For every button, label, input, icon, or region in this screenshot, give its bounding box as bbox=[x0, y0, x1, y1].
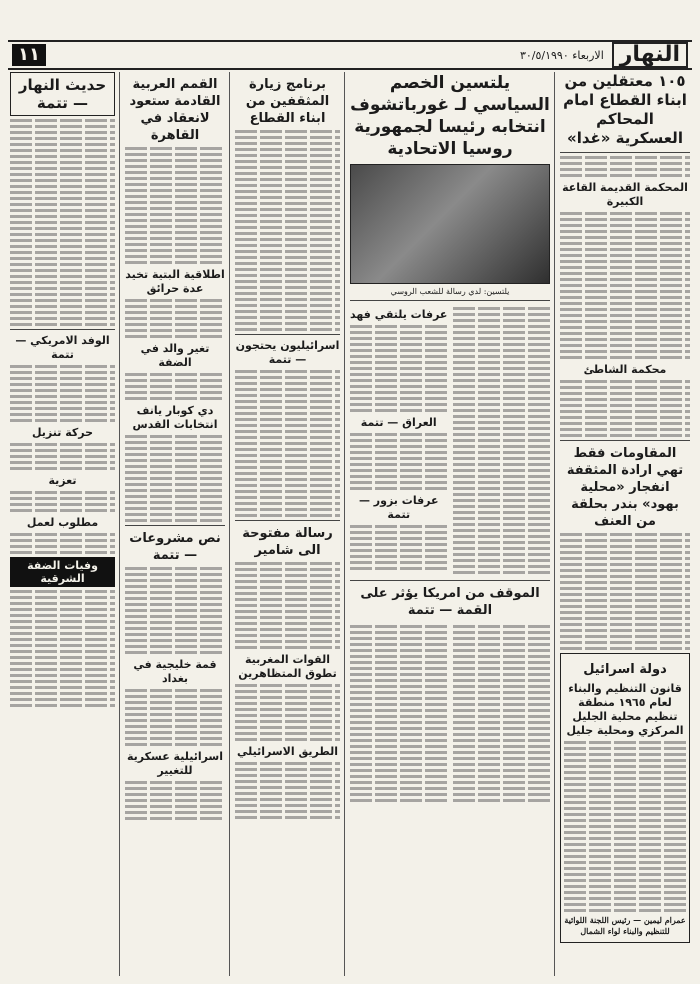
notice-title: دولة اسرائيل bbox=[583, 662, 667, 677]
talk-title: حديث النهار — تتمة bbox=[18, 76, 107, 112]
subhead-movement: حركة تنزيل bbox=[31, 426, 94, 439]
headline-detainees: ١٠٥ معتقلين من ابناء القطاع امام المحاكم العسكرية «غدا» bbox=[563, 72, 687, 147]
headline-summit: الموقف من امريكا يؤثر على القمة — تتمة bbox=[360, 586, 540, 618]
subhead-condolence: تعزية bbox=[48, 474, 77, 487]
page-number: ١١ bbox=[12, 44, 46, 66]
subhead-arafat-fahd: عرفات يلتقي فهد bbox=[350, 308, 448, 321]
column-3 bbox=[235, 72, 340, 976]
notice-signature: عمرام ليمين — رئيس اللجنة اللوائية للتنظيم والبناء لواء الشمال bbox=[564, 915, 686, 936]
subhead-israeli-road: الطريق الاسرائيلي bbox=[237, 745, 338, 758]
headline-arab-summits: القمم العربية القادمة ستعود لانعقاد في القاهرة bbox=[129, 77, 221, 143]
subhead-old-court: المحكمة القديمة القاعة الكبيرة bbox=[562, 181, 688, 208]
death-notices-banner: وفيات الضفة الشرقية bbox=[10, 557, 115, 587]
subhead-jerusalem-elections: دي كوبار يانف انتخابات القدس bbox=[132, 404, 218, 431]
yeltsin-photo bbox=[350, 164, 550, 284]
column-4 bbox=[125, 72, 225, 976]
subhead-us-delegation: الوفد الامريكي — تتمة bbox=[15, 334, 110, 361]
headline-yeltsin: يلتسين الخصم السياسي لـ غورباتشوف انتخابه رئيسا لجمهورية روسيا الاتحادية bbox=[350, 73, 550, 159]
subhead-military: اسرائيلية عسكرية للتغيير bbox=[126, 750, 224, 777]
photo-caption: يلتسين: لدي رسالة للشعب الروسي bbox=[390, 287, 510, 296]
subhead-arafat-visit: عرفات بزور — تتمة bbox=[358, 494, 439, 521]
legal-notice-box bbox=[560, 653, 690, 943]
column-2 bbox=[350, 72, 550, 976]
subhead-israelis-protest: اسرائيليون يحتجون — تتمة bbox=[235, 339, 340, 366]
headline-projects: نص مشروعات — تتمة bbox=[129, 531, 221, 563]
issue-date: الاربعاء ٣٠/٥/١٩٩٠ bbox=[519, 48, 604, 62]
subhead-iraq: العراق — تتمة bbox=[360, 416, 437, 429]
column-5 bbox=[10, 72, 115, 976]
headline-resistance: المقاومات فقط تهي ارادة المثقفة انفجار «محلية بهود» بندر بحلقة من العنف bbox=[566, 446, 684, 529]
headline-open-letter: رسالة مفتوحة الى شامير bbox=[242, 526, 333, 558]
subhead-fires: اطلاقية البتية تخيد عدة حرائق bbox=[125, 268, 225, 295]
subhead-gulf-summit: قمة خليجية في بغداد bbox=[133, 658, 217, 685]
masthead-bar bbox=[8, 40, 692, 70]
subhead-shati-court: محكمة الشاطئ bbox=[583, 363, 667, 376]
subhead-west-bank: تغير والد في الضفة bbox=[140, 342, 210, 369]
notice-subtitle: قانون التنظيم والبناء لعام ١٩٦٥ منطقة تنظيم محلية الجليل المركزي ومحلية جليل bbox=[566, 682, 684, 737]
brand-logo: النهار bbox=[612, 42, 688, 68]
subhead-wanted: مطلوب لعمل bbox=[26, 516, 99, 529]
column-talk-box bbox=[10, 72, 115, 116]
column-1 bbox=[560, 72, 690, 976]
subhead-moroccan-forces: القوات المغربية تطوق المتظاهرين bbox=[238, 653, 337, 680]
headline-visit-program: برنامج زيارة المثقفين من ابناء القطاع bbox=[245, 77, 330, 126]
